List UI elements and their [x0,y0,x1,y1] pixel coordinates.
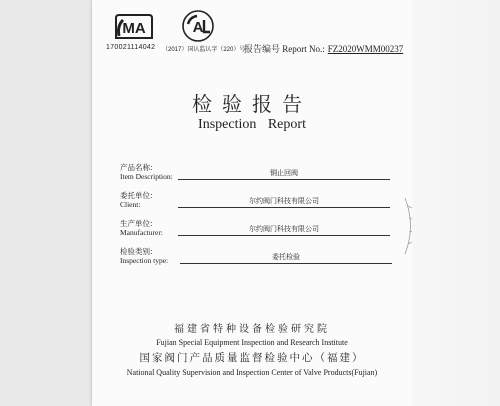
report-number [244,42,403,55]
field-client [120,191,319,209]
institute-name-cn: 福建省特种设备检验研究院 [174,324,330,335]
cal-accreditation-logo [180,8,216,44]
institute-name-en: Fujian Special Equipment Inspection and Research Institute [156,338,348,347]
center-name-cn: 国家阀门产品质量监督检验中心（福建） [139,352,365,364]
field-label-cn: 检验类别: [120,247,153,256]
svg-text:MA: MA [122,20,146,37]
field-label-en: Inspection type: [120,256,169,265]
field-label-cn: 生产单位: [120,219,153,228]
field-value: 尔约阀门科技有限公司 [249,197,319,205]
center-name-en: National Quality Supervision and Inspection Center of Valve Products(Fujian) [126,368,378,377]
field-label-cn: 委托单位: [120,191,153,200]
field-underline [178,198,390,208]
field-label-en: Item Description: [120,172,173,181]
field-value: 尔约阀门科技有限公司 [249,225,319,233]
report-number-label: 报告编号 Report No.: [244,44,325,54]
background-margin [412,0,500,406]
field-label-cn: 产品名称: [120,163,153,172]
field-label-en: Client: [120,200,141,209]
cal-approval-text: （2017）国认监认字（220）号 [162,47,246,53]
report-number-value: FZ2020WMM00237 [327,44,404,54]
cma-code: 170021114042 [106,44,156,51]
title-english: Inspection Report [198,117,306,132]
svg-text:A: A [192,19,204,36]
field-item-description [120,163,298,181]
report-cover-page [92,0,412,406]
field-label-en: Manufacturer: [120,228,163,237]
cma-certification-logo [113,12,155,42]
field-manufacturer [120,219,319,237]
field-underline [178,226,390,236]
field-value: 铜止回阀 [270,169,298,177]
field-underline [178,170,390,180]
field-inspection-type [120,247,300,265]
field-value: 委托检验 [272,253,300,261]
field-underline [180,254,392,264]
title-chinese: 检验报告 [192,92,312,116]
